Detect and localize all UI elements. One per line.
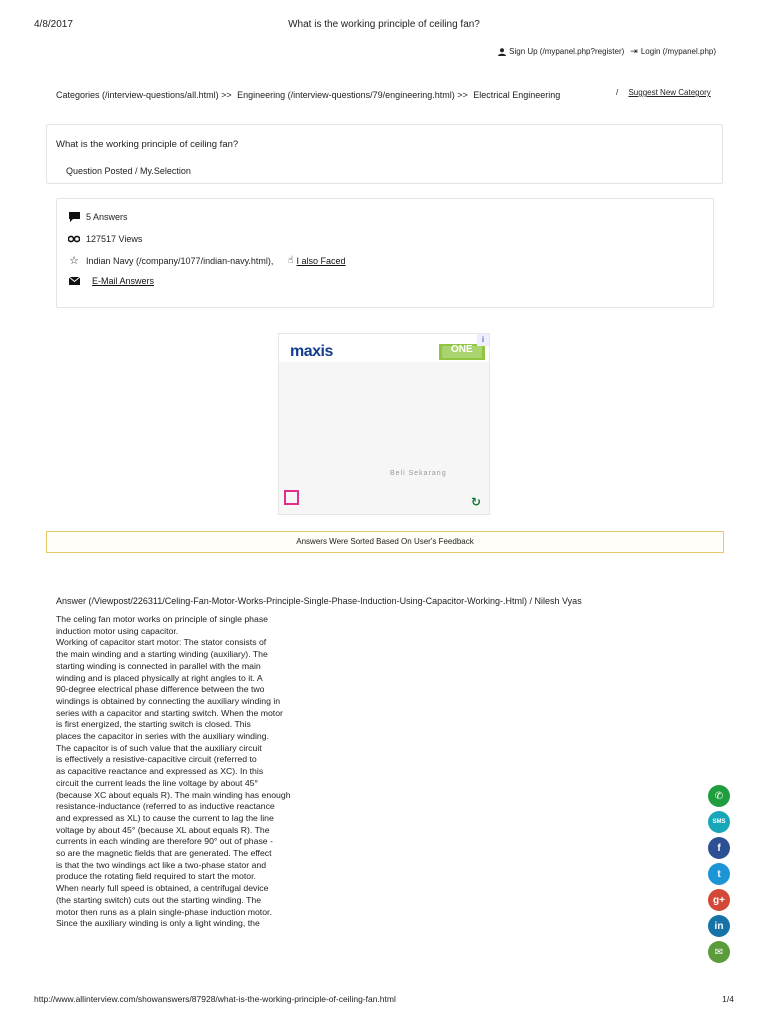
thumbs-up-icon: ☝ [287, 255, 294, 266]
whatsapp-icon[interactable]: ✆ [708, 785, 730, 807]
answers-count-label: 5 Answers [86, 212, 128, 222]
ad-square-icon [284, 490, 299, 505]
answer-line: as capacitive reactance and expressed as XC). In this [56, 766, 264, 777]
print-date: 4/8/2017 [34, 19, 73, 30]
breadcrumb [56, 90, 563, 100]
advertisement[interactable] [278, 333, 490, 515]
page-number: 1/4 [722, 994, 734, 1004]
suggest-category [616, 88, 711, 97]
answer-line: is first energized, the starting switch is closed. This [56, 719, 251, 730]
question-title: What is the working principle of ceiling fan? [56, 139, 239, 150]
suggest-category-link[interactable]: Suggest New Category [628, 88, 711, 97]
company-row [68, 255, 346, 266]
answer-line: motor then runs as a plain single-phase induction motor. [56, 906, 272, 917]
comment-icon [68, 212, 80, 222]
envelope-icon [68, 276, 80, 286]
login-label: Login (/mypanel.php) [640, 47, 716, 56]
breadcrumb-engineering[interactable]: Engineering (/interview-questions/79/engineering.html) >> [237, 90, 468, 100]
sms-icon[interactable]: SMS [708, 811, 730, 833]
answer-line: (the starting switch) cuts out the starting winding. The [56, 894, 262, 905]
answer-line: produce the rotating field required to start the motor. [56, 871, 256, 882]
answer-line: so are the magnetic fields that are generated. The effect [56, 848, 272, 859]
ad-reload-icon[interactable]: ↻ [471, 495, 482, 509]
answer-line: the main winding and a starting winding (auxiliary). The [56, 649, 268, 660]
ad-badge-text: ONE [451, 344, 473, 355]
ad-info-icon[interactable]: i [477, 334, 489, 346]
breadcrumb-electrical[interactable]: Electrical Engineering [473, 90, 561, 100]
answer-line: is effectively a resistive-capacitive circuit (referred to [56, 754, 257, 765]
answer-line: places the capacitor in series with the auxiliary winding. [56, 731, 269, 742]
company-link[interactable]: Indian Navy (/company/1077/indian-navy.html), [86, 255, 274, 266]
answer-line: series with a capacitor and starting switch. When the motor [56, 707, 283, 718]
answer-line: winding and is placed physically at right angles to it. A [56, 672, 263, 683]
views-count [68, 234, 142, 244]
ad-brand-logo: maxis [290, 343, 333, 360]
linkedin-icon[interactable]: in [708, 915, 730, 937]
answer-line: voltage by about 45° (because XL about equals R). The [56, 824, 270, 835]
signup-link[interactable] [498, 47, 624, 56]
answer-line: circuit the current leads the line voltage by about 45° [56, 777, 258, 788]
signup-label: Sign Up (/mypanel.php?register) [509, 47, 625, 56]
login-icon: ⇥ [630, 46, 638, 56]
views-count-label: 127517 Views [86, 234, 143, 244]
sorted-notice: Answers Were Sorted Based On User's Feedback [46, 531, 724, 553]
answer-body [56, 614, 318, 930]
answer-line: When nearly full speed is obtained, a centrifugal device [56, 883, 269, 894]
print-page-title: What is the working principle of ceiling fan? [288, 19, 480, 30]
ad-tagline: Beli Sekarang [390, 470, 447, 477]
eye-icon [68, 234, 80, 244]
answer-line: The capacitor is of such value that the auxiliary circuit [56, 742, 262, 753]
answers-count [68, 212, 128, 222]
footer-url: http://www.allinterview.com/showanswers/87928/what-is-the-working-principle-of-ceiling-fan.html [34, 994, 396, 1004]
user-icon [498, 48, 506, 56]
email-row [68, 276, 154, 286]
answer-line: starting winding is connected in parallel with the main [56, 660, 261, 671]
auth-links [498, 46, 716, 57]
answer-line: resistance-inductance (referred to as inductive reactance [56, 801, 275, 812]
answer-line: Working of capacitor start motor: The stator consists of [56, 637, 267, 648]
email-answers-link[interactable]: E-Mail Answers [92, 276, 155, 286]
star-icon: ☆ [69, 255, 79, 267]
answer-line: Since the auxiliary winding is only a light winding, the [56, 918, 260, 929]
answer-line: induction motor using capacitor. [56, 625, 179, 636]
question-meta-panel [56, 198, 714, 308]
answer-heading[interactable]: Answer (/Viewpost/226311/Celing-Fan-Motor-Works-Principle-Single-Phase-Induction-Using-Capacitor-Working-.Html) / Nilesh Vyas [56, 596, 582, 606]
login-link[interactable] [630, 46, 716, 57]
breadcrumb-separator: / [616, 88, 619, 97]
answer-line: currents in each winding are therefore 90° out of phase - [56, 836, 273, 847]
facebook-icon[interactable]: f [708, 837, 730, 859]
google-plus-icon[interactable]: g+ [708, 889, 730, 911]
question-posted: Question Posted / My.Selection [66, 166, 191, 176]
answer-line: The celing fan motor works on principle of single phase [56, 614, 268, 624]
answer-line: is that the two windings act like a two-phase stator and [56, 859, 267, 870]
twitter-icon[interactable]: t [708, 863, 730, 885]
breadcrumb-categories[interactable]: Categories (/interview-questions/all.html) >> [56, 90, 232, 100]
answer-line: and expressed as XL) to cause the current to lag the line [56, 812, 274, 823]
answer-line: 90-degree electrical phase difference between the two [56, 684, 265, 695]
answer-line: windings is obtained by connecting the auxiliary winding in [56, 695, 281, 706]
i-also-faced-link[interactable]: I also Faced [296, 255, 346, 266]
answer-line: (because XC about equals R). The main winding has enough [56, 789, 291, 800]
email-icon[interactable]: ✉ [708, 941, 730, 963]
